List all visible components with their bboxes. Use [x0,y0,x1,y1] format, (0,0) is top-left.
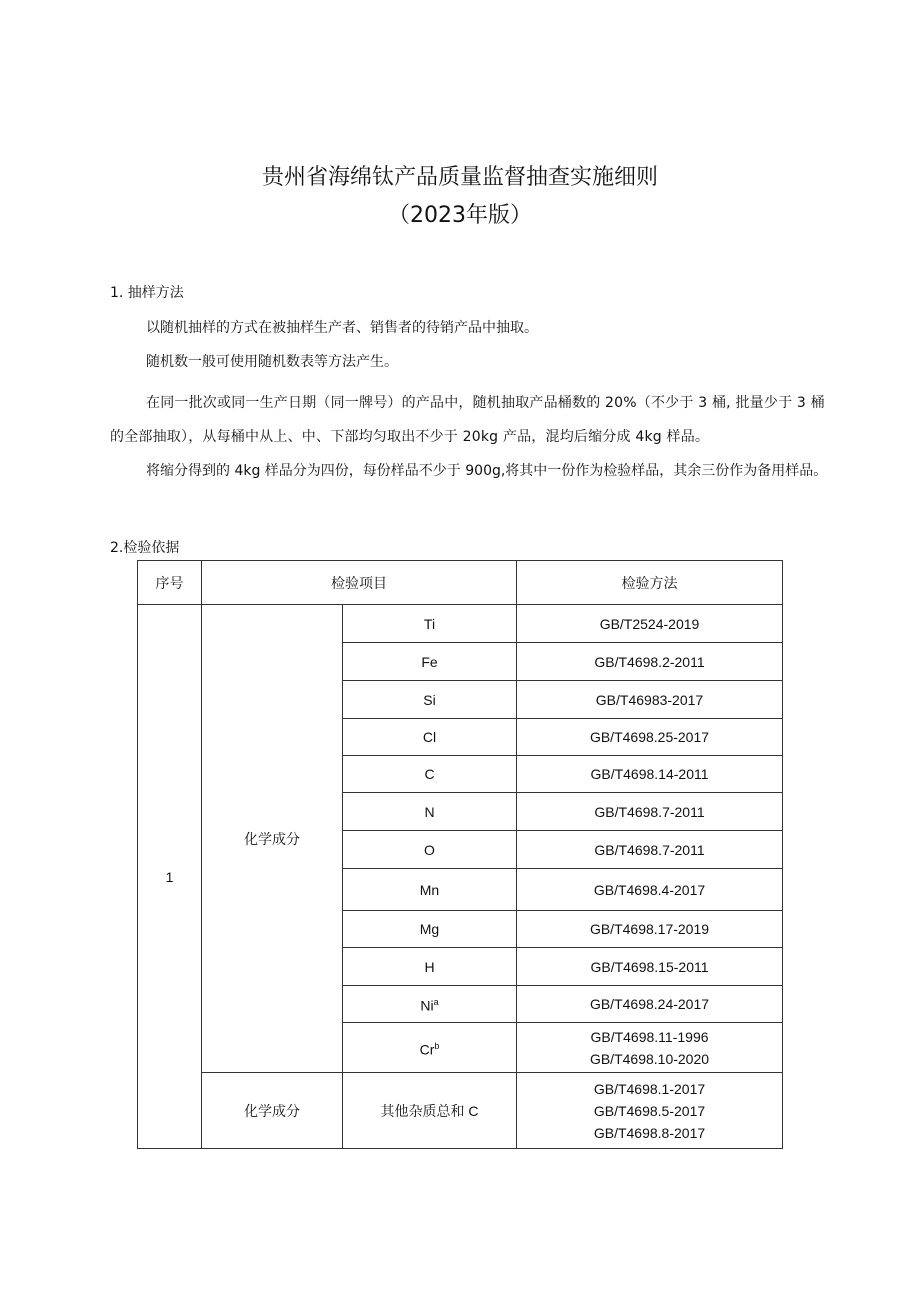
method-cell [517,948,783,986]
table-row [138,1073,783,1149]
section-heading-sampling: 1. 抽样方法 [110,285,184,301]
item-cell [343,1023,517,1073]
item-cell [343,831,517,869]
item-label: H [424,958,435,975]
seq-cell: 1 [138,605,202,1149]
method-text: GB/T4698.2-2011 [594,653,705,670]
footnote-mark: a [433,997,439,1008]
method-text: GB/T4698.1-2017 [593,1080,706,1097]
item-label: Cl [422,729,437,745]
item-cell [343,793,517,831]
item-label: Ni [420,997,434,1014]
method-text: GB/T46983-2017 [595,691,704,708]
method-text: GB/T4698.11-1996 [590,1028,709,1045]
header-seq: 序号 [138,561,202,605]
item-cell [343,681,517,719]
document-title: 贵州省海绵钛产品质量监督抽查实施细则 [261,165,658,190]
footnote-mark: b [434,1040,440,1051]
item-label: Mn [419,881,440,898]
item-label: O [424,841,435,858]
item-cell [343,948,517,986]
method-cell [517,986,783,1023]
method-text: GB/T4698.8-2017 [593,1124,706,1141]
item-label: Cr [419,1041,435,1058]
item-cell [343,911,517,948]
item-cell [343,643,517,681]
header-method: 检验方法 [517,561,783,605]
item-label: Mg [419,921,440,937]
item-label: Ti [423,615,436,632]
item-cell: 其他杂质总和 C [343,1073,517,1149]
method-cell [517,681,783,719]
paragraph: 将缩分得到的 4kg 样品分为四份，每份样品不少于 900g,将其中一份作为检验样品，其余三份作为备用样品。 [146,463,828,479]
method-text: GB/T4698.7-2011 [594,841,705,858]
inspection-table [137,560,783,1149]
method-text: GB/T4698.15-2011 [590,958,709,975]
item-label: Si [423,691,436,708]
method-text: GB/T4698.17-2019 [589,921,710,937]
section-heading-basis: 2.检验依据 [110,540,180,556]
paragraph: 在同一批次或同一生产日期（同一牌号）的产品中，随机抽取产品桶数的 20%（不少于 3 桶, 批量少于 3 桶的全部抽取），从每桶中从上、中、下部均匀取出不少于 20kg 产品，混均后缩分成 4kg 样品。 [110,395,825,445]
table-row [138,605,783,643]
item-cell [343,869,517,911]
document-subtitle: （2023年版） [388,203,532,228]
method-text: GB/T4698.7-2011 [594,803,705,820]
method-text: GB/T2524-2019 [599,615,700,632]
header-item: 检验项目 [202,561,517,605]
method-cell [517,756,783,793]
method-cell [517,793,783,831]
method-text: GB/T4698.5-2017 [593,1102,706,1119]
group-cell: 化学成分 [202,1073,343,1149]
method-cell [517,831,783,869]
item-label: Fe [421,653,438,670]
paragraph: 以随机抽样的方式在被抽样生产者、销售者的待销产品中抽取。 [146,320,538,336]
group-cell: 化学成分 [202,605,343,1073]
method-cell [517,719,783,756]
method-text: GB/T4698.4-2017 [593,881,706,898]
method-text: GB/T4698.25-2017 [589,729,710,745]
item-cell [343,986,517,1023]
item-label: C [424,766,435,782]
method-text: GB/T4698.10-2020 [589,1050,710,1067]
item-cell [343,756,517,793]
paragraph: 随机数一般可使用随机数表等方法产生。 [146,354,398,370]
method-cell [517,869,783,911]
method-cell [517,1073,783,1149]
item-label: N [424,803,435,820]
method-text: GB/T4698.24-2017 [589,996,710,1012]
method-text: GB/T4698.14-2011 [590,766,709,782]
method-cell [517,605,783,643]
method-cell [517,1023,783,1073]
method-cell [517,643,783,681]
item-cell [343,605,517,643]
method-cell [517,911,783,948]
item-cell [343,719,517,756]
table-header-row [138,561,783,605]
